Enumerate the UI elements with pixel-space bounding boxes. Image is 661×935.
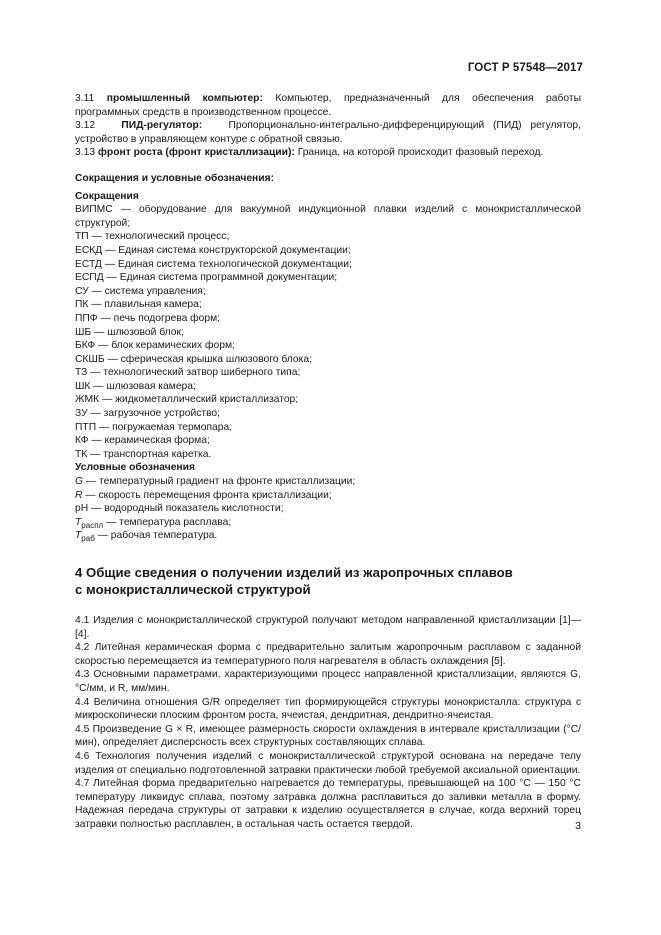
list-item: ШК — шлюзовая камера; [75,380,196,392]
symbol: T [75,530,82,542]
list-item: ТП — технологический процесс; [75,231,230,243]
definition-text: Пропорционально-интегрально-дифференцирующий (ПИД) регулятор, устройство в управляющем контуре с обратной связью. [75,120,581,145]
symbol: T [75,516,82,528]
symbols-title: Условные обозначения [75,462,195,474]
page-number: 3 [575,820,581,832]
list-item: БКФ — блок керамических форм; [75,340,235,352]
list-item [75,529,581,543]
page-content [75,92,581,832]
definition-num: 3.12 [75,120,96,132]
definition-text: Граница, на которой происходит фазовый переход. [297,147,544,159]
symbols-list [75,475,581,543]
section-4-title [75,565,581,598]
paragraph-4-6: 4.6 Технология получения изделий с монокристаллической структурой основана на передаче телу изделия от специально подготовленной затравки практически любой требуемой аксиальной ориентации. [75,750,581,776]
list-item [75,475,581,489]
section-4-body [75,614,581,832]
list-item: ЖМК — жидкометаллический кристаллизатор; [75,394,299,406]
definition-num: 3.11 [75,93,95,104]
paragraph-4-3: 4.3 Основными параметрами, характеризующими процесс направленной кристаллизации, являются G, °С/мм, и R, мм/мин. [75,669,581,694]
list-item: ЕСТД — Единая система технологической документации; [75,258,352,270]
list-item: ШБ — шлюзовой блок; [75,326,184,338]
list-item: ПК — плавильная камера; [75,299,202,311]
paragraph-4-5: 4.5 Произведение G × R, имеющее размерность скорости охлаждения в интервале кристаллизации (°С/мин), определяет дисперсность всех структурных составляющих сплава. [75,723,581,749]
document-header: ГОСТ Р 57548—2017 [467,62,583,74]
symbol-text: — рабочая температура. [94,530,218,542]
symbol-text: — температурный градиент на фронте кристаллизации; [83,476,356,488]
definition-3-12 [75,119,581,146]
symbol-text: — водородный показатель кислотности; [88,503,284,515]
definition-text: Компьютер, предназначенный для обеспечения работы программных средств в производственном процессе. [75,93,581,118]
abbreviations-list [75,203,581,461]
definition-term: промышленный компьютер: [106,93,263,104]
list-item [75,502,581,516]
symbol-text: — скорость перемещения фронта кристаллизации; [82,489,332,501]
paragraph-4-4: 4.4 Величина отношения G/R определяет тип формирующейся структуры монокристалла: структура с микроскопически плоским фронтом роста, ячеистая, дендритная, дендритно-ячеистая. [75,696,581,722]
section-title-line: 4 Общие сведения о получении изделий из жаропрочных сплавов [75,565,513,580]
list-item: ППФ — печь подогрева форм; [75,312,221,324]
definition-3-11 [75,92,581,119]
list-item: СКШБ — сферическая крышка шлюзового блока; [75,353,312,365]
list-item: ТК — транспортная каретка. [75,448,212,460]
symbol: G [75,476,84,488]
symbol-text: — температура расплава; [103,516,232,528]
list-item [75,516,581,530]
list-item: ТЗ — технологический затвор шиберного типа; [75,367,301,379]
paragraph-4-1: 4.1 Изделия с монокристаллической структурой получают методом направленной кристаллизации [1]—[4]. [75,615,581,640]
abbr-section-title: Сокращения и условные обозначения: [75,172,275,184]
symbol: R [75,489,83,501]
paragraph-4-2: 4.2 Литейная керамическая форма с предварительно залитым жаропрочным расплавом с заданной скоростью перемещается из температурного поля нагревателя в область охлаждения [5]. [75,642,581,667]
definition-3-13 [75,146,581,160]
list-item: ПТП — погружаемая термопара; [75,421,233,433]
list-item: ЕСКД — Единая система конструкторской документации; [75,244,351,256]
list-item: КФ — керамическая форма; [75,435,210,447]
list-item: СУ — система управления; [75,285,206,297]
section-title-line: с монокристаллической структурой [75,581,311,597]
definition-term: ПИД-регулятор: [121,120,203,132]
list-item: ЕСПД — Единая система программной документации; [75,272,338,284]
symbol-subscript: раб [81,534,95,544]
list-item: ЗУ — загрузочное устройство; [75,408,221,420]
list-item [75,489,581,503]
definition-term: фронт роста (фронт кристаллизации): [97,147,295,159]
definitions-block [75,92,581,160]
paragraph-4-7: 4.7 Литейная форма предварительно нагревается до температуры, превышающей на 100 °С — 150 °С температуру ликвидус сплава, поэтому затравка должна расплавиться до заливки металла в форму. Надежная передача структуры от затравки к изделию осуществляется в случае, когда верхний торец затравки полностью расплавлен, в остальная часть остается твердой. [75,778,581,830]
symbol-subscript: распл [81,520,104,530]
symbol: pH [75,503,89,515]
definition-num: 3.13 [75,147,96,159]
list-item: ВИПМС — оборудование для вакуумной индукционной плавки изделий с монокристаллической структурой; [75,204,581,229]
abbr-title: Сокращения [75,190,139,202]
